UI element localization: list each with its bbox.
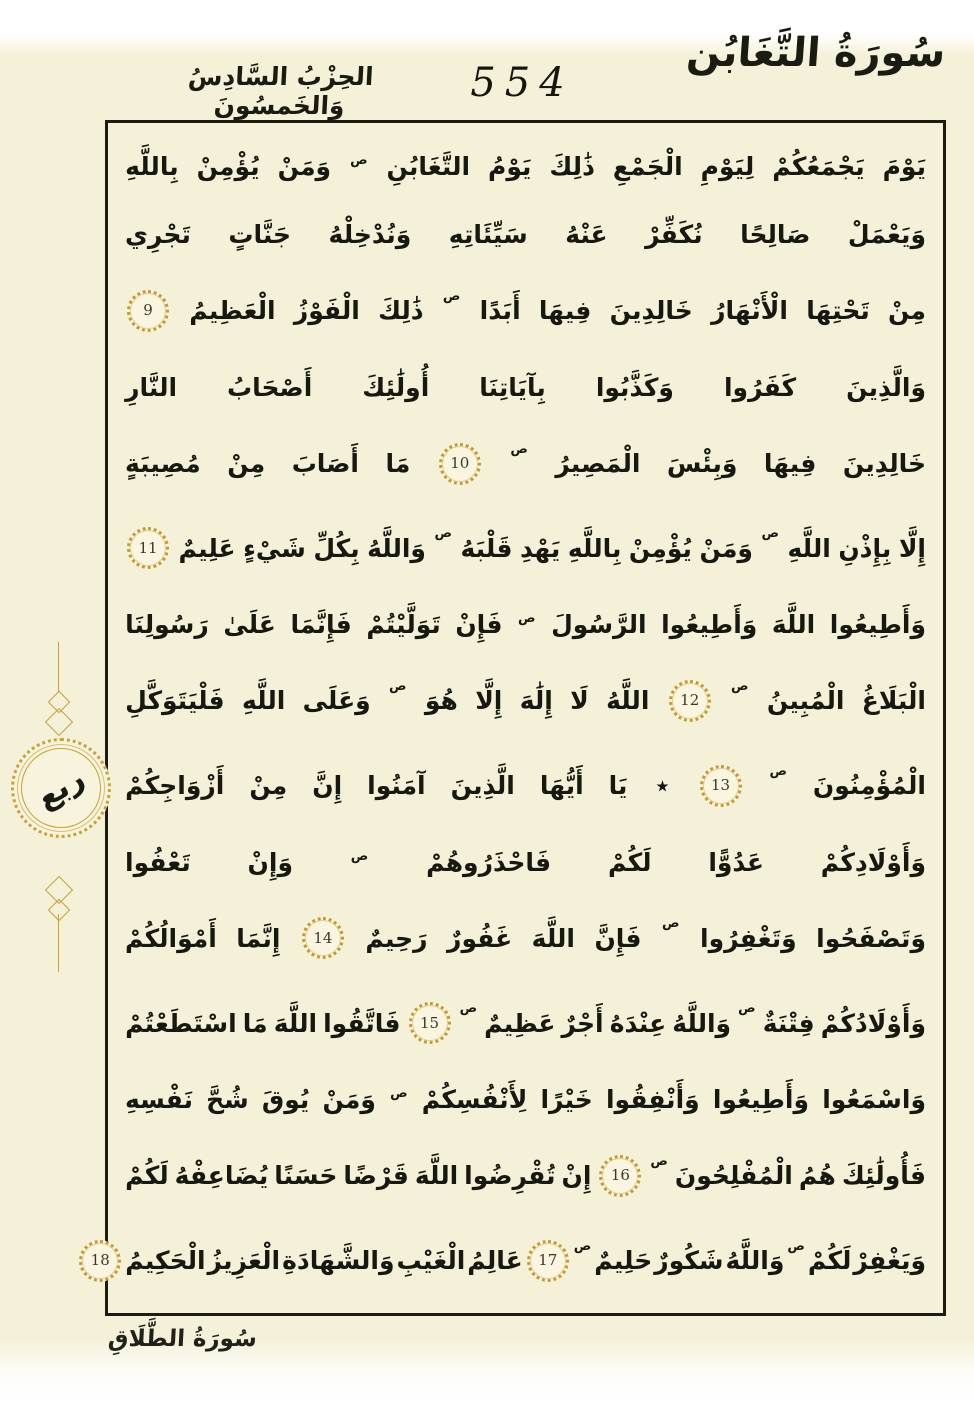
waqf-mark: ص bbox=[731, 678, 749, 694]
quran-word: هُوَ bbox=[424, 686, 458, 716]
quran-word: خَالِدِينَ bbox=[842, 449, 926, 479]
quran-word: يُؤْمِنْ bbox=[628, 533, 692, 563]
quran-word: وَأَوْلَادُكُمْ bbox=[820, 1008, 926, 1038]
quran-word: لَكُمْ bbox=[607, 847, 652, 877]
quran-line bbox=[124, 220, 927, 250]
quran-word: لَكُمْ bbox=[807, 1246, 852, 1276]
quran-word: يَوْمُ bbox=[488, 152, 532, 182]
quran-word: عِنْدَهُ bbox=[609, 1008, 667, 1038]
quran-word: وَكَذَّبُوا bbox=[595, 372, 674, 402]
quran-line bbox=[124, 680, 927, 722]
quran-word: مُصِيبَةٍ bbox=[125, 449, 201, 479]
quran-word: أَبَدًا bbox=[479, 296, 521, 326]
quran-word: تَجْرِي bbox=[125, 220, 191, 250]
quran-line bbox=[90, 1238, 927, 1282]
quran-word: وَأَنْفِقُوا bbox=[605, 1084, 700, 1114]
quran-word: ذَٰلِكَ bbox=[549, 152, 595, 182]
quran-word: اللَّهَ bbox=[771, 610, 816, 640]
waqf-mark: ص bbox=[389, 678, 407, 694]
quran-line bbox=[124, 847, 927, 877]
quran-word: إِلَّا bbox=[898, 533, 926, 563]
quran-word: الْمَصِيرُ bbox=[555, 449, 641, 479]
waqf-mark: ص bbox=[761, 526, 779, 542]
quran-word: وَأَطِيعُوا bbox=[661, 610, 758, 640]
quran-word: اللَّهِ bbox=[787, 533, 831, 563]
quran-line bbox=[124, 1155, 927, 1197]
quran-word: قَلْبَهُ bbox=[460, 533, 513, 563]
quran-word: شَكُورٌ bbox=[654, 1246, 724, 1276]
quran-word: لَكُمْ bbox=[125, 1161, 169, 1191]
waqf-mark: ص bbox=[518, 611, 536, 627]
quran-word: فَإِنْ bbox=[455, 610, 503, 640]
quran-word: بِإِذْنِ bbox=[838, 533, 892, 563]
quran-word: يُؤْمِنْ bbox=[196, 152, 260, 182]
quran-word: التَّغَابُنِ bbox=[386, 152, 471, 182]
quran-word: فَأُولَٰئِكَ bbox=[841, 1161, 926, 1191]
quran-word: وَعَلَى bbox=[302, 686, 371, 716]
verse-number-marker: 16 bbox=[599, 1155, 641, 1197]
quran-word: الَّذِينَ bbox=[450, 771, 515, 801]
quran-word: مِنْ bbox=[888, 296, 926, 326]
quran-line bbox=[124, 765, 927, 807]
quran-word: النَّارِ bbox=[125, 372, 178, 402]
waqf-mark: ص bbox=[662, 916, 680, 932]
quran-word: فَاتَّقُوا bbox=[323, 1008, 401, 1038]
quran-word: وَيَغْفِرْ bbox=[853, 1246, 926, 1276]
quran-word: حَسَنًا bbox=[274, 1161, 338, 1191]
quran-line bbox=[124, 610, 927, 640]
quran-word: إِنَّمَا bbox=[236, 923, 281, 953]
quran-word: فَاحْذَرُوهُمْ bbox=[426, 847, 552, 877]
quran-word: الْمُبِينُ bbox=[766, 686, 845, 716]
waqf-mark: ص bbox=[350, 153, 368, 169]
page-number: 554 bbox=[470, 60, 574, 106]
quran-word: اللَّهَ bbox=[414, 1161, 459, 1191]
quran-word: بِكُلِّ bbox=[313, 533, 360, 563]
quran-word: اسْتَطَعْتُمْ bbox=[125, 1008, 237, 1038]
quran-word: الْفَوْزُ bbox=[293, 296, 360, 326]
quran-word: شَيْءٍ bbox=[243, 533, 306, 563]
quran-word: اللَّهُ bbox=[606, 686, 650, 716]
quran-word: جَنَّاتٍ bbox=[228, 220, 292, 250]
quran-word: عَلِيمٌ bbox=[178, 533, 236, 563]
quran-word: وَاللَّهُ bbox=[725, 1246, 785, 1276]
waqf-mark: ص bbox=[769, 763, 787, 779]
quran-word: فَإِنَّ bbox=[594, 923, 642, 953]
quran-word: يَا bbox=[608, 771, 628, 801]
quran-word: وَنُدْخِلْهُ bbox=[328, 220, 412, 250]
ornament-diamond bbox=[48, 899, 71, 922]
verse-number-marker: 17 bbox=[527, 1240, 569, 1282]
quran-word: أَزْوَاجِكُمْ bbox=[125, 771, 225, 801]
quran-word: عَظِيمٌ bbox=[484, 1008, 556, 1038]
verse-number-marker: 9 bbox=[127, 290, 169, 332]
quran-word: اللَّهَ bbox=[531, 923, 575, 953]
quran-word: إِلَّا bbox=[475, 686, 503, 716]
quran-word: بِاللَّهِ bbox=[125, 152, 179, 182]
quran-word: رَسُولِنَا bbox=[125, 610, 209, 640]
quran-word: فِتْنَةٌ bbox=[762, 1008, 815, 1038]
quran-word: وَأَطِيعُوا bbox=[829, 610, 926, 640]
quran-word: وَإِنْ bbox=[247, 847, 293, 877]
quran-word: اللَّهَ bbox=[273, 1008, 318, 1038]
waqf-mark: ص bbox=[510, 441, 528, 457]
text-frame bbox=[90, 120, 946, 1316]
rub-medallion-inner bbox=[21, 748, 101, 828]
quran-line bbox=[124, 1084, 927, 1114]
quran-word: مِنْ bbox=[227, 449, 266, 479]
quran-word: الْبَلَاغُ bbox=[861, 686, 926, 716]
quran-word: يُوقَ bbox=[261, 1084, 310, 1114]
page-header bbox=[0, 28, 974, 118]
quran-word: وَمَنْ bbox=[322, 1084, 376, 1114]
verse-number-marker: 14 bbox=[302, 917, 344, 959]
quran-word: يَهْدِ bbox=[519, 533, 561, 563]
next-surah-catchword: سُورَةُ الطَّلَاقِ bbox=[107, 1326, 258, 1352]
quran-word: الْمُؤْمِنُونَ bbox=[812, 771, 926, 801]
quran-word: وَتَصْفَحُوا bbox=[816, 923, 926, 953]
quran-line bbox=[124, 1002, 927, 1044]
quran-word: مَا bbox=[385, 449, 411, 479]
quran-word: إِلَٰهَ bbox=[519, 686, 553, 716]
quran-word: عَدُوًّا bbox=[708, 847, 764, 877]
waqf-mark: ص bbox=[459, 1001, 478, 1017]
quran-word: صَالِحًا bbox=[740, 220, 811, 250]
quran-word: أَيُّهَا bbox=[539, 771, 584, 801]
quran-word: تُقْرِضُوا bbox=[464, 1161, 556, 1191]
quran-word: الْأَنْهَارُ bbox=[711, 296, 788, 326]
quran-word: عَلَىٰ bbox=[223, 610, 276, 640]
quran-word: مَا bbox=[242, 1008, 268, 1038]
quran-word: وَاسْمَعُوا bbox=[822, 1084, 926, 1114]
quran-word: حَلِيمٌ bbox=[594, 1246, 653, 1276]
quran-word: وَأَوْلَادِكُمْ bbox=[820, 847, 926, 877]
verse-number-marker: 12 bbox=[669, 680, 711, 722]
quran-word: الرَّسُولَ bbox=[551, 610, 647, 640]
ornament-stem-bottom bbox=[58, 914, 59, 972]
quran-word: الْمُفْلِحُونَ bbox=[674, 1161, 793, 1191]
quran-word: الْحَكِيمُ bbox=[125, 1246, 206, 1276]
margin-ornament bbox=[4, 642, 114, 972]
quran-line bbox=[124, 443, 927, 485]
ornament-stem-top bbox=[58, 642, 59, 692]
quran-word: مِنْ bbox=[249, 771, 288, 801]
verse-number-marker: 15 bbox=[409, 1002, 451, 1044]
quran-word: تَحْتِهَا bbox=[806, 296, 870, 326]
hizb-label: الحِزْبُ السَّادِسُ وَالخَمسُونَ bbox=[187, 62, 375, 120]
quran-word: وَاللَّهُ bbox=[367, 533, 426, 563]
quran-word: الْجَمْعِ bbox=[612, 152, 683, 182]
quran-word: أُولَٰئِكَ bbox=[362, 372, 430, 402]
quran-word: إِنَّ bbox=[312, 771, 343, 801]
quran-word: وَتَغْفِرُوا bbox=[700, 923, 797, 953]
quran-word: أَصْحَابُ bbox=[227, 372, 313, 402]
quran-word: هُمُ bbox=[798, 1161, 836, 1191]
quran-word: تَعْفُوا bbox=[125, 847, 191, 877]
quran-word: ذَٰلِكَ bbox=[378, 296, 424, 326]
quran-line bbox=[124, 372, 927, 402]
quran-line bbox=[124, 152, 927, 182]
quran-word: يُضَاعِفْهُ bbox=[174, 1161, 269, 1191]
rub-quarter-label: ربع bbox=[30, 760, 92, 816]
rub-medallion bbox=[11, 738, 111, 838]
waqf-mark: ص bbox=[442, 288, 461, 304]
quran-word: نَفْسِهِ bbox=[125, 1084, 193, 1114]
verse-number-marker: 18 bbox=[79, 1240, 121, 1282]
quran-word: خَالِدِينَ bbox=[609, 296, 693, 326]
quran-word: عَنْهُ bbox=[565, 220, 608, 250]
waqf-mark: ص bbox=[738, 1001, 756, 1017]
quran-word: آمَنُوا bbox=[367, 771, 426, 801]
quran-word: لِيَوْمِ bbox=[700, 152, 755, 182]
quran-word: وَاللَّهُ bbox=[672, 1008, 732, 1038]
quran-word: يَوْمَ bbox=[882, 152, 926, 182]
quran-word: الْعَزِيزُ bbox=[207, 1246, 281, 1276]
quran-word: بِآيَاتِنَا bbox=[479, 372, 546, 402]
quran-word: شُحَّ bbox=[206, 1084, 249, 1114]
waqf-mark: ص bbox=[390, 1085, 408, 1101]
quran-word: وَأَطِيعُوا bbox=[712, 1084, 810, 1114]
quran-word: لَا bbox=[570, 686, 589, 716]
quran-word: فِيهَا bbox=[538, 296, 592, 326]
quran-word: كَفَرُوا bbox=[723, 372, 797, 402]
waqf-mark: ص bbox=[350, 848, 369, 864]
verse-number-marker: 10 bbox=[439, 443, 481, 485]
quran-word: وَالشَّهَادَةِ bbox=[282, 1246, 395, 1276]
surah-title: سُورَةُ التَّغَابُن bbox=[685, 30, 947, 76]
quran-word: رَحِيمٌ bbox=[365, 923, 428, 953]
quran-word: بِاللَّهِ bbox=[567, 533, 622, 563]
quran-word: فِيهَا bbox=[763, 449, 817, 479]
quran-word: عَالِمُ bbox=[467, 1246, 523, 1276]
quran-word: خَيْرًا bbox=[540, 1084, 593, 1114]
quran-word: نُكَفِّرْ bbox=[645, 220, 703, 250]
quran-word: أَمْوَالُكُمْ bbox=[125, 923, 217, 953]
quran-word: فَإِنَّمَا bbox=[290, 610, 352, 640]
quran-word: وَيَعْمَلْ bbox=[847, 220, 926, 250]
quran-word: أَصَابَ bbox=[291, 449, 359, 479]
quran-word: أَجْرٌ bbox=[561, 1008, 604, 1038]
quran-line bbox=[124, 917, 927, 959]
quran-word: سَيِّئَاتِهِ bbox=[448, 220, 528, 250]
quran-line bbox=[124, 527, 927, 569]
ornament-diamond bbox=[45, 708, 73, 736]
waqf-mark: ص bbox=[650, 1153, 668, 1169]
quran-word: وَالَّذِينَ bbox=[846, 372, 926, 402]
quran-word: تَوَلَّيْتُمْ bbox=[366, 610, 441, 640]
quran-word: الْعَظِيمُ bbox=[189, 296, 276, 326]
quran-word: وَمَنْ bbox=[277, 152, 332, 182]
quran-line bbox=[124, 290, 927, 332]
waqf-mark: ص bbox=[573, 1238, 592, 1254]
quran-word: الْغَيْبِ bbox=[396, 1246, 466, 1276]
quran-word: لِأَنْفُسِكُمْ bbox=[421, 1084, 528, 1114]
quran-word: وَمَنْ bbox=[699, 533, 753, 563]
quran-word: قَرْضًا bbox=[343, 1161, 409, 1191]
verse-number-marker: 13 bbox=[700, 765, 742, 807]
quran-word: اللَّهِ bbox=[241, 686, 286, 716]
quran-word: يَجْمَعُكُمْ bbox=[772, 152, 865, 182]
waqf-mark: ص bbox=[434, 526, 452, 542]
verse-number-marker: 11 bbox=[127, 527, 169, 569]
rub-el-hizb-star-icon: ٭ bbox=[655, 770, 670, 801]
quran-word: فَلْيَتَوَكَّلِ bbox=[125, 686, 225, 716]
quran-word: إِنْ bbox=[561, 1161, 592, 1191]
quran-word: غَفُورٌ bbox=[447, 923, 513, 953]
quran-word: وَبِئْسَ bbox=[666, 449, 738, 479]
waqf-mark: ص bbox=[787, 1238, 805, 1254]
